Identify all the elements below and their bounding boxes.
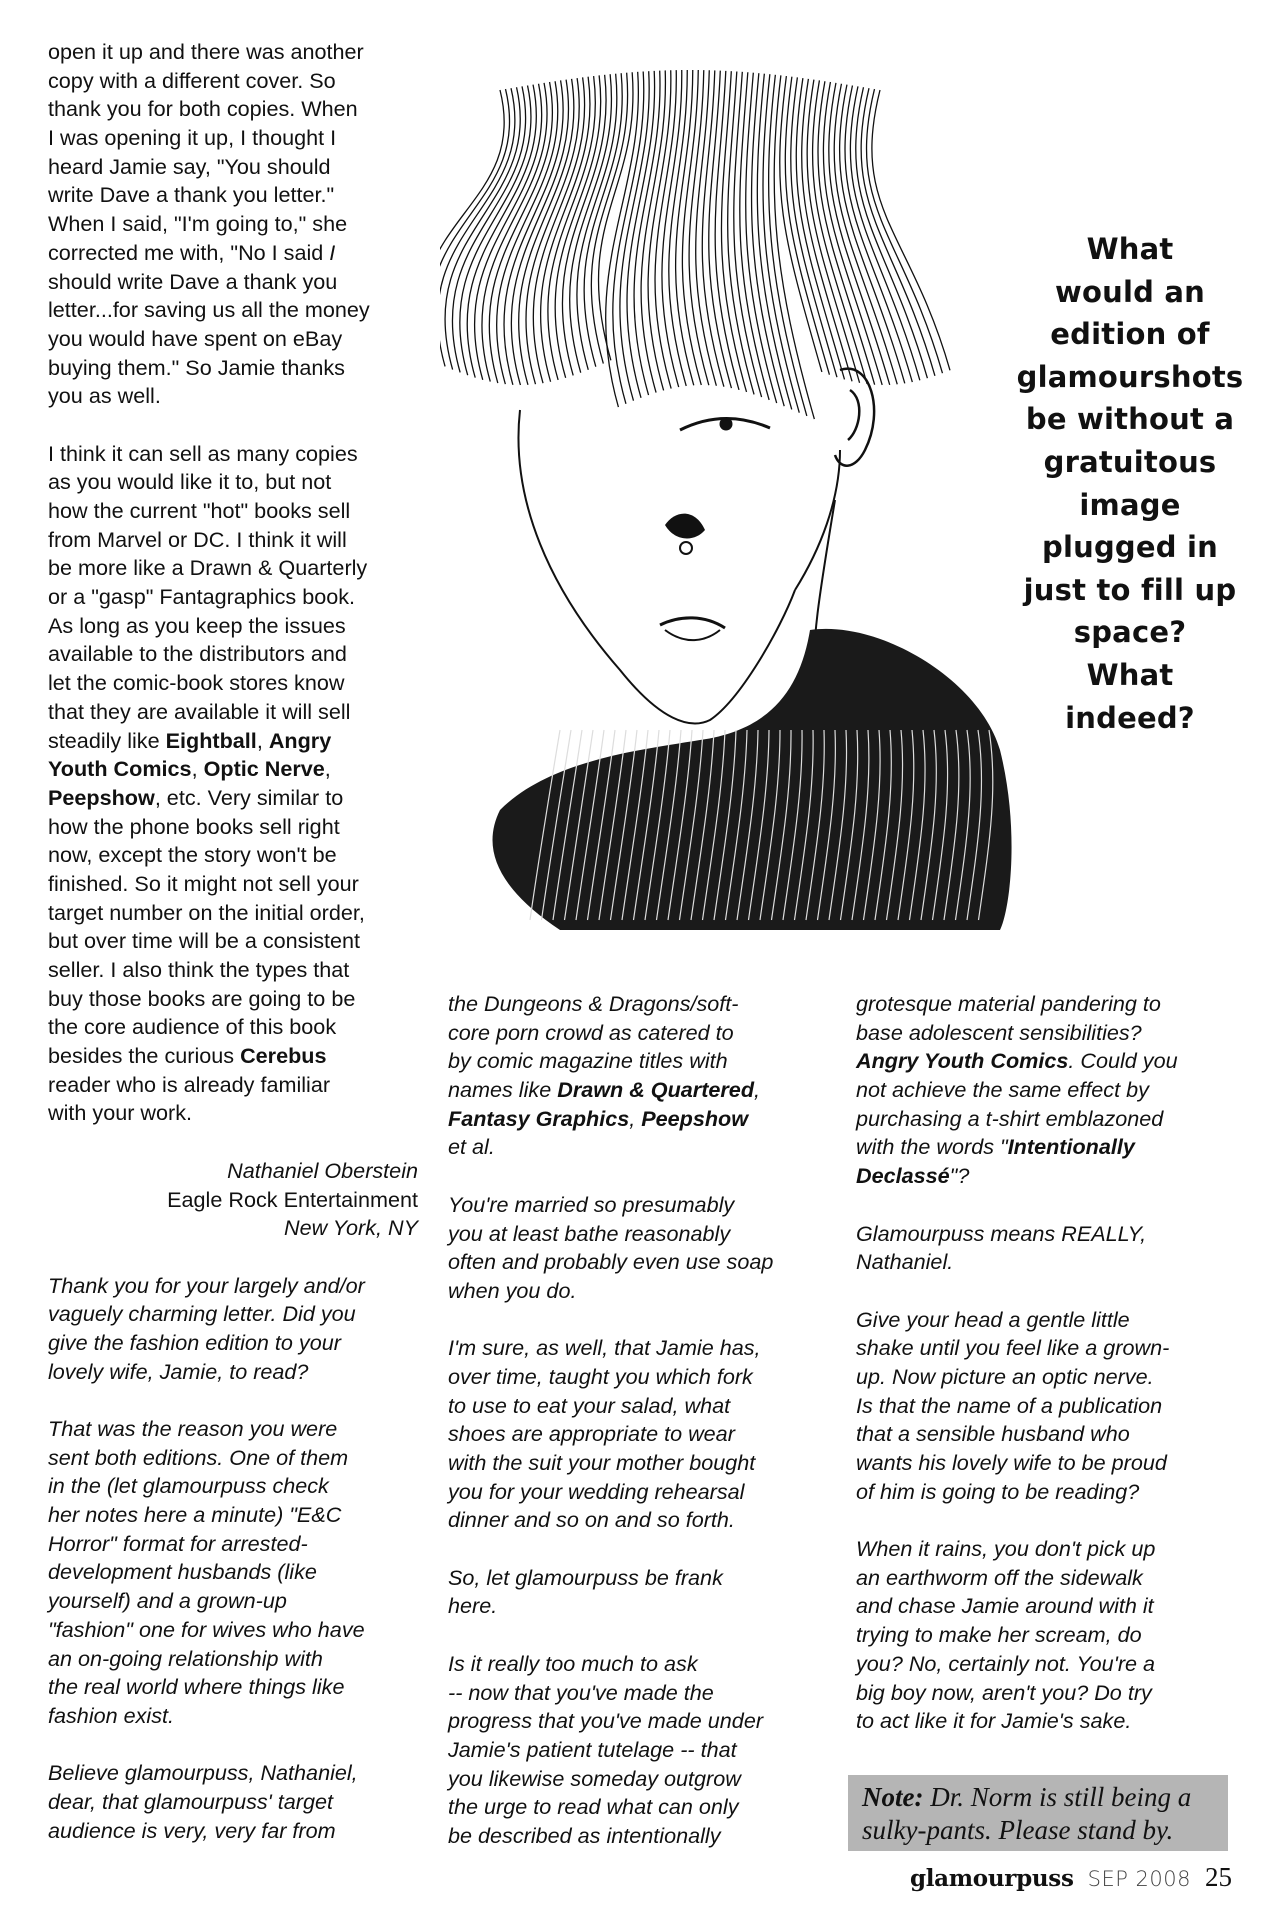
text-segment: fashion exist. xyxy=(48,1702,175,1728)
text-line xyxy=(48,1272,418,1301)
text-line xyxy=(448,1076,828,1105)
text-line xyxy=(48,325,418,354)
text-segment: that a sensible husband who xyxy=(856,1421,1130,1447)
callout-line: What xyxy=(1086,657,1174,692)
magazine-name: glamourpuss xyxy=(909,1865,1074,1892)
text-segment: an on-going relationship with xyxy=(48,1645,323,1671)
text-line xyxy=(856,1707,1246,1736)
text-line xyxy=(856,1019,1246,1048)
text-segment: "fashion" one for wives who have xyxy=(48,1616,365,1642)
text-segment: to use to eat your salad, what xyxy=(448,1392,731,1418)
bold-title: Peepshow xyxy=(641,1105,749,1131)
text-segment: available to the distributors and xyxy=(48,641,347,667)
text-segment: New York, NY xyxy=(283,1215,418,1241)
text-segment: now, except the story won't be xyxy=(48,842,337,868)
text-line xyxy=(48,1444,418,1473)
text-line xyxy=(48,153,418,182)
text-line xyxy=(48,640,418,669)
text-segment: from Marvel or DC. I think it will xyxy=(48,526,347,552)
bold-title: Angry Youth Comics xyxy=(856,1048,1069,1074)
text-segment: , xyxy=(754,1077,761,1103)
hair-stroke xyxy=(752,73,785,406)
text-line xyxy=(48,526,418,555)
text-segment: -- now that you've made the xyxy=(448,1679,714,1705)
text-segment: as you would like it to, but not xyxy=(48,469,332,495)
text-line xyxy=(448,1564,828,1593)
letter-signature xyxy=(48,1157,418,1243)
text-line xyxy=(48,1788,418,1817)
paragraph xyxy=(448,1650,828,1851)
text-segment: and chase Jamie around with it xyxy=(856,1593,1154,1619)
text-segment: with the words " xyxy=(856,1134,1008,1160)
text-line xyxy=(856,1478,1246,1507)
paragraph xyxy=(48,1272,418,1387)
text-line xyxy=(48,1300,418,1329)
text-line xyxy=(448,1506,828,1535)
callout-line: glamourshots xyxy=(1016,359,1244,394)
paragraph xyxy=(48,1759,418,1845)
text-segment: open it up and there was another xyxy=(48,39,364,64)
text-line xyxy=(856,1334,1246,1363)
text-segment: when you do. xyxy=(448,1277,577,1303)
text-line xyxy=(448,1650,828,1679)
text-segment: target number on the initial order, xyxy=(48,899,365,925)
text-line xyxy=(48,67,418,96)
hair-stroke xyxy=(489,82,552,383)
text-segment: you? No, certainly not. You're a xyxy=(856,1650,1156,1676)
text-segment: progress that you've made under xyxy=(448,1708,764,1734)
text-segment: shoes are appropriate to wear xyxy=(448,1421,735,1447)
text-line xyxy=(48,1817,418,1846)
text-line xyxy=(856,1420,1246,1449)
text-segment: , etc. Very similar to xyxy=(154,784,344,810)
hair-stroke xyxy=(734,72,762,397)
hair-stroke xyxy=(689,70,709,385)
note-label: Note: xyxy=(862,1782,924,1812)
text-line xyxy=(48,1214,418,1243)
hair-stroke xyxy=(834,84,897,385)
text-segment: dinner and so on and so forth. xyxy=(448,1507,735,1533)
text-segment: the core audience of this book xyxy=(48,1014,337,1040)
ink-illustration-woman xyxy=(440,30,1040,940)
text-line xyxy=(448,1420,828,1449)
text-segment: trying to make her scream, do xyxy=(856,1622,1142,1648)
text-segment: you would have spent on eBay xyxy=(48,325,343,351)
text-segment: steadily like xyxy=(48,727,166,753)
text-line xyxy=(448,1736,828,1765)
text-line xyxy=(448,1334,828,1363)
text-line xyxy=(48,1329,418,1358)
bold-title: Peepshow xyxy=(48,784,155,810)
callout-line: just to fill up xyxy=(1023,572,1237,607)
text-line xyxy=(856,1392,1246,1421)
text-line xyxy=(48,1558,418,1587)
text-line xyxy=(448,1220,828,1249)
text-line xyxy=(448,1707,828,1736)
text-line xyxy=(856,1535,1246,1564)
text-line xyxy=(48,1587,418,1616)
text-line xyxy=(448,1047,828,1076)
text-segment: base adolescent sensibilities? xyxy=(856,1019,1142,1045)
callout-line: image xyxy=(1079,487,1181,522)
hair-stroke xyxy=(662,70,682,387)
middle-text-column xyxy=(448,990,828,1879)
text-segment: purchasing a t-shirt emblazoned xyxy=(856,1105,1164,1131)
page-footer xyxy=(910,1862,1232,1893)
text-line xyxy=(48,727,418,756)
text-line xyxy=(856,1047,1246,1076)
text-segment: grotesque material pandering to xyxy=(856,991,1161,1016)
text-segment: You're married so presumably xyxy=(448,1191,735,1217)
text-segment: in the (let glamourpuss check xyxy=(48,1473,329,1499)
text-line xyxy=(48,583,418,612)
text-line xyxy=(448,1191,828,1220)
text-line xyxy=(48,813,418,842)
text-line xyxy=(48,181,418,210)
hair-strokes xyxy=(440,70,950,419)
text-line xyxy=(448,1793,828,1822)
text-segment: dear, that glamourpuss' target xyxy=(48,1788,334,1814)
hair-stroke xyxy=(634,71,660,395)
text-line xyxy=(48,841,418,870)
text-segment: let the comic-book stores know xyxy=(48,670,345,696)
text-segment: but over time will be a consistent xyxy=(48,928,361,954)
text-segment: reader who is already familiar xyxy=(48,1071,331,1097)
text-segment: of him is going to be reading? xyxy=(856,1478,1140,1504)
text-segment: be more like a Drawn & Quarterly xyxy=(48,555,368,581)
issue-date: SEP 2008 xyxy=(1087,1867,1191,1891)
text-line xyxy=(48,985,418,1014)
text-line xyxy=(48,1042,418,1071)
text-line xyxy=(856,990,1246,1019)
text-segment: Believe glamourpuss, Nathaniel, xyxy=(48,1760,358,1786)
text-segment: Nathaniel. xyxy=(856,1249,954,1275)
hair-stroke xyxy=(475,84,542,380)
text-line xyxy=(48,268,418,297)
text-line xyxy=(856,1621,1246,1650)
text-line xyxy=(48,1702,418,1731)
text-segment: core porn crowd as catered to xyxy=(448,1019,734,1045)
text-segment: besides the curious xyxy=(48,1043,241,1069)
text-line xyxy=(856,1650,1246,1679)
text-segment: that they are available it will sell xyxy=(48,698,351,724)
text-line xyxy=(448,1248,828,1277)
text-line xyxy=(448,1277,828,1306)
text-line xyxy=(856,1162,1246,1191)
paragraph xyxy=(856,1306,1246,1507)
text-line xyxy=(48,124,418,153)
text-line xyxy=(856,1248,1246,1277)
text-segment: development husbands (like xyxy=(48,1559,317,1585)
text-line xyxy=(48,382,418,411)
text-line xyxy=(48,1530,418,1559)
text-segment: buy those books are going to be xyxy=(48,985,356,1011)
callout-line: What xyxy=(1086,232,1174,266)
text-line xyxy=(48,210,418,239)
text-line xyxy=(48,1759,418,1788)
text-segment: I'm sure, as well, that Jamie has, xyxy=(448,1335,761,1361)
text-segment: not achieve the same effect by xyxy=(856,1077,1149,1103)
nose xyxy=(665,514,705,554)
callout-line: plugged in xyxy=(1042,530,1218,565)
text-segment: vaguely charming letter. Did you xyxy=(48,1301,356,1327)
text-segment: names like xyxy=(448,1077,558,1103)
paragraph xyxy=(48,1415,418,1731)
text-line xyxy=(856,1449,1246,1478)
text-line xyxy=(448,1822,828,1851)
text-line xyxy=(48,1501,418,1530)
text-line xyxy=(48,669,418,698)
text-segment: copy with a different cover. So xyxy=(48,67,336,93)
text-segment: you likewise someday outgrow xyxy=(448,1765,741,1791)
text-line xyxy=(856,1363,1246,1392)
hair-stroke xyxy=(648,70,671,390)
hair-stroke xyxy=(867,89,943,373)
text-segment: As long as you keep the issues xyxy=(48,612,346,638)
paragraph xyxy=(856,990,1246,1191)
text-line xyxy=(48,497,418,526)
text-line xyxy=(48,1186,418,1215)
text-line xyxy=(48,1472,418,1501)
text-segment: I was opening it up, I thought I xyxy=(48,125,337,151)
text-segment: Glamourpuss means REALLY, xyxy=(856,1220,1147,1246)
text-segment: lovely wife, Jamie, to read? xyxy=(48,1358,309,1384)
text-line xyxy=(48,95,418,124)
text-segment: sent both editions. One of them xyxy=(48,1444,349,1470)
paragraph xyxy=(856,1535,1246,1736)
text-segment: here. xyxy=(448,1593,498,1619)
text-segment: with the suit your mother bought xyxy=(448,1450,756,1475)
text-segment: heard Jamie say, "You should xyxy=(48,153,331,179)
text-segment: "? xyxy=(949,1163,970,1189)
text-line xyxy=(856,1592,1246,1621)
text-line xyxy=(48,755,418,784)
left-text-column xyxy=(48,38,418,1874)
text-line xyxy=(48,239,418,268)
page-number: 25 xyxy=(1205,1862,1232,1892)
text-segment: big boy now, aren't you? Do try xyxy=(856,1679,1152,1705)
paragraph xyxy=(448,1564,828,1621)
text-line xyxy=(48,1358,418,1387)
text-line xyxy=(48,38,418,67)
knit-collar xyxy=(493,629,1012,930)
text-line xyxy=(48,956,418,985)
text-segment: Horror" format for arrested- xyxy=(48,1530,308,1556)
hair-stroke xyxy=(850,86,919,380)
text-segment: thank you for both copies. When xyxy=(48,96,358,122)
text-segment: . Could you xyxy=(1068,1048,1178,1074)
text-segment: That was the reason you were xyxy=(48,1416,338,1441)
text-segment: her notes here a minute) "E&C xyxy=(48,1502,342,1528)
text-segment: wants his lovely wife to be proud xyxy=(856,1450,1167,1475)
note-box xyxy=(848,1775,1228,1851)
text-segment: should write Dave a thank you xyxy=(48,268,338,294)
text-line xyxy=(856,1306,1246,1335)
text-segment: , xyxy=(629,1105,642,1131)
callout-line: be without a xyxy=(1025,402,1235,437)
text-segment: buying them." So Jamie thanks xyxy=(48,354,345,380)
bold-title: Optic Nerve xyxy=(203,756,325,782)
text-line xyxy=(48,296,418,325)
text-segment: or a "gasp" Fantagraphics book. xyxy=(48,584,356,610)
text-segment: yourself) and a grown-up xyxy=(48,1588,287,1614)
text-line xyxy=(448,1019,828,1048)
text-line xyxy=(48,1157,418,1186)
text-segment: Is that the name of a publication xyxy=(856,1392,1163,1418)
text-line xyxy=(448,1392,828,1421)
text-segment: an earthworm off the sidewalk xyxy=(856,1564,1143,1590)
hair-stroke xyxy=(845,85,912,382)
eye xyxy=(680,418,770,430)
text-line xyxy=(448,1449,828,1478)
text-segment: you at least bathe reasonably xyxy=(448,1220,731,1246)
face-outline xyxy=(518,410,840,723)
hair-stroke xyxy=(715,71,739,390)
paragraph xyxy=(48,38,418,411)
callout-line: gratuitous xyxy=(1043,444,1217,479)
text-segment: letter...for saving us all the money xyxy=(48,297,370,323)
text-segment: , xyxy=(191,756,204,782)
text-line xyxy=(48,354,418,383)
text-line xyxy=(856,1564,1246,1593)
text-segment: , xyxy=(256,727,269,753)
text-line xyxy=(48,1673,418,1702)
text-line xyxy=(448,1363,828,1392)
text-line xyxy=(856,1105,1246,1134)
note-text: Dr. Norm is still being a sulky-pants. Please stand by. xyxy=(862,1782,1192,1845)
text-segment: you as well. xyxy=(48,383,161,409)
bold-title: Fantasy Graphics xyxy=(448,1105,630,1131)
bold-title: Intentionally xyxy=(1007,1134,1135,1160)
text-line xyxy=(48,612,418,641)
callout-line: space? xyxy=(1073,615,1187,650)
text-line xyxy=(856,1220,1246,1249)
text-segment: et al. xyxy=(448,1134,495,1160)
hair-stroke xyxy=(840,85,905,384)
text-line xyxy=(856,1133,1246,1162)
callout-line: indeed? xyxy=(1065,700,1195,735)
right-text-column xyxy=(856,990,1246,1765)
text-segment: you for your wedding rehearsal xyxy=(448,1478,745,1504)
text-segment: Jamie's patient tutelage -- that xyxy=(448,1736,737,1762)
text-segment: shake until you feel like a grown- xyxy=(856,1335,1170,1361)
text-segment: seller. I also think the types that xyxy=(48,957,350,982)
text-line xyxy=(48,899,418,928)
text-segment: Eagle Rock Entertainment xyxy=(167,1186,418,1212)
text-line xyxy=(856,1076,1246,1105)
text-segment: over time, taught you which fork xyxy=(448,1363,753,1389)
text-line xyxy=(48,440,418,469)
hair-stroke xyxy=(669,70,687,386)
text-segment: I think it can sell as many copies xyxy=(48,440,358,466)
text-segment: Give your head a gentle little xyxy=(856,1306,1130,1332)
hair-stroke xyxy=(802,79,852,381)
text-segment: up. Now picture an optic nerve. xyxy=(856,1363,1154,1389)
text-segment: I xyxy=(329,239,336,265)
text-segment: , xyxy=(324,756,331,782)
text-line xyxy=(48,1645,418,1674)
text-line xyxy=(48,554,418,583)
text-segment: Nathaniel Oberstein xyxy=(227,1157,418,1183)
text-line xyxy=(448,1478,828,1507)
bold-title: Eightball xyxy=(165,727,257,753)
callout-text xyxy=(1010,228,1250,739)
callout-line: would an xyxy=(1055,274,1205,309)
text-line xyxy=(448,990,828,1019)
text-segment: the urge to read what can only xyxy=(448,1794,739,1820)
paragraph xyxy=(448,1191,828,1306)
bold-title: Angry xyxy=(268,727,332,753)
text-line xyxy=(48,1013,418,1042)
text-segment: Thank you for your largely and/or xyxy=(48,1272,365,1298)
text-line xyxy=(448,1765,828,1794)
text-line xyxy=(448,1679,828,1708)
text-segment: how the current "hot" books sell xyxy=(48,498,351,523)
bold-title: Youth Comics xyxy=(48,756,192,782)
text-line xyxy=(448,1133,828,1162)
text-segment: be described as intentionally xyxy=(448,1822,721,1848)
text-segment: When it rains, you don't pick up xyxy=(856,1536,1156,1562)
text-segment: audience is very, very far from xyxy=(48,1817,336,1843)
text-line xyxy=(48,1616,418,1645)
text-segment: Is it really too much to ask xyxy=(448,1650,698,1676)
text-segment: often and probably even use soap xyxy=(448,1249,774,1275)
text-line xyxy=(48,1415,418,1444)
text-segment: give the fashion edition to your xyxy=(48,1329,341,1355)
hair-stroke xyxy=(696,70,717,385)
text-segment: When I said, "I'm going to," she xyxy=(48,211,348,237)
paragraph xyxy=(48,440,418,1129)
paragraph xyxy=(448,990,828,1162)
lips xyxy=(660,618,725,640)
text-line xyxy=(48,1099,418,1128)
text-segment: to act like it for Jamie's sake. xyxy=(856,1708,1132,1734)
text-line xyxy=(856,1679,1246,1708)
bold-title: Drawn & Quartered xyxy=(557,1077,755,1103)
text-segment: So, let glamourpuss be frank xyxy=(448,1564,723,1590)
hair-stroke xyxy=(440,90,504,360)
text-segment: corrected me with, "No I said xyxy=(48,239,330,265)
text-segment: with your work. xyxy=(48,1100,192,1126)
text-line xyxy=(448,1105,828,1134)
hair-stroke xyxy=(591,73,627,364)
text-segment: the real world where things like xyxy=(48,1674,345,1700)
text-line xyxy=(48,870,418,899)
text-segment: how the phone books sell right xyxy=(48,813,340,839)
text-segment: finished. So it might not sell your xyxy=(48,870,359,896)
bold-title: Declassé xyxy=(856,1163,950,1189)
paragraph xyxy=(856,1220,1246,1277)
text-line xyxy=(48,927,418,956)
text-segment: the Dungeons & Dragons/soft- xyxy=(448,991,739,1016)
text-line xyxy=(48,468,418,497)
text-segment: write Dave a thank you letter." xyxy=(48,182,335,208)
bold-title: Cerebus xyxy=(240,1043,327,1069)
text-line xyxy=(48,698,418,727)
text-line xyxy=(48,1071,418,1100)
text-line xyxy=(448,1592,828,1621)
paragraph xyxy=(448,1334,828,1535)
text-line xyxy=(48,784,418,813)
callout-line: edition of xyxy=(1050,317,1210,352)
text-segment: by comic magazine titles with xyxy=(448,1048,728,1074)
